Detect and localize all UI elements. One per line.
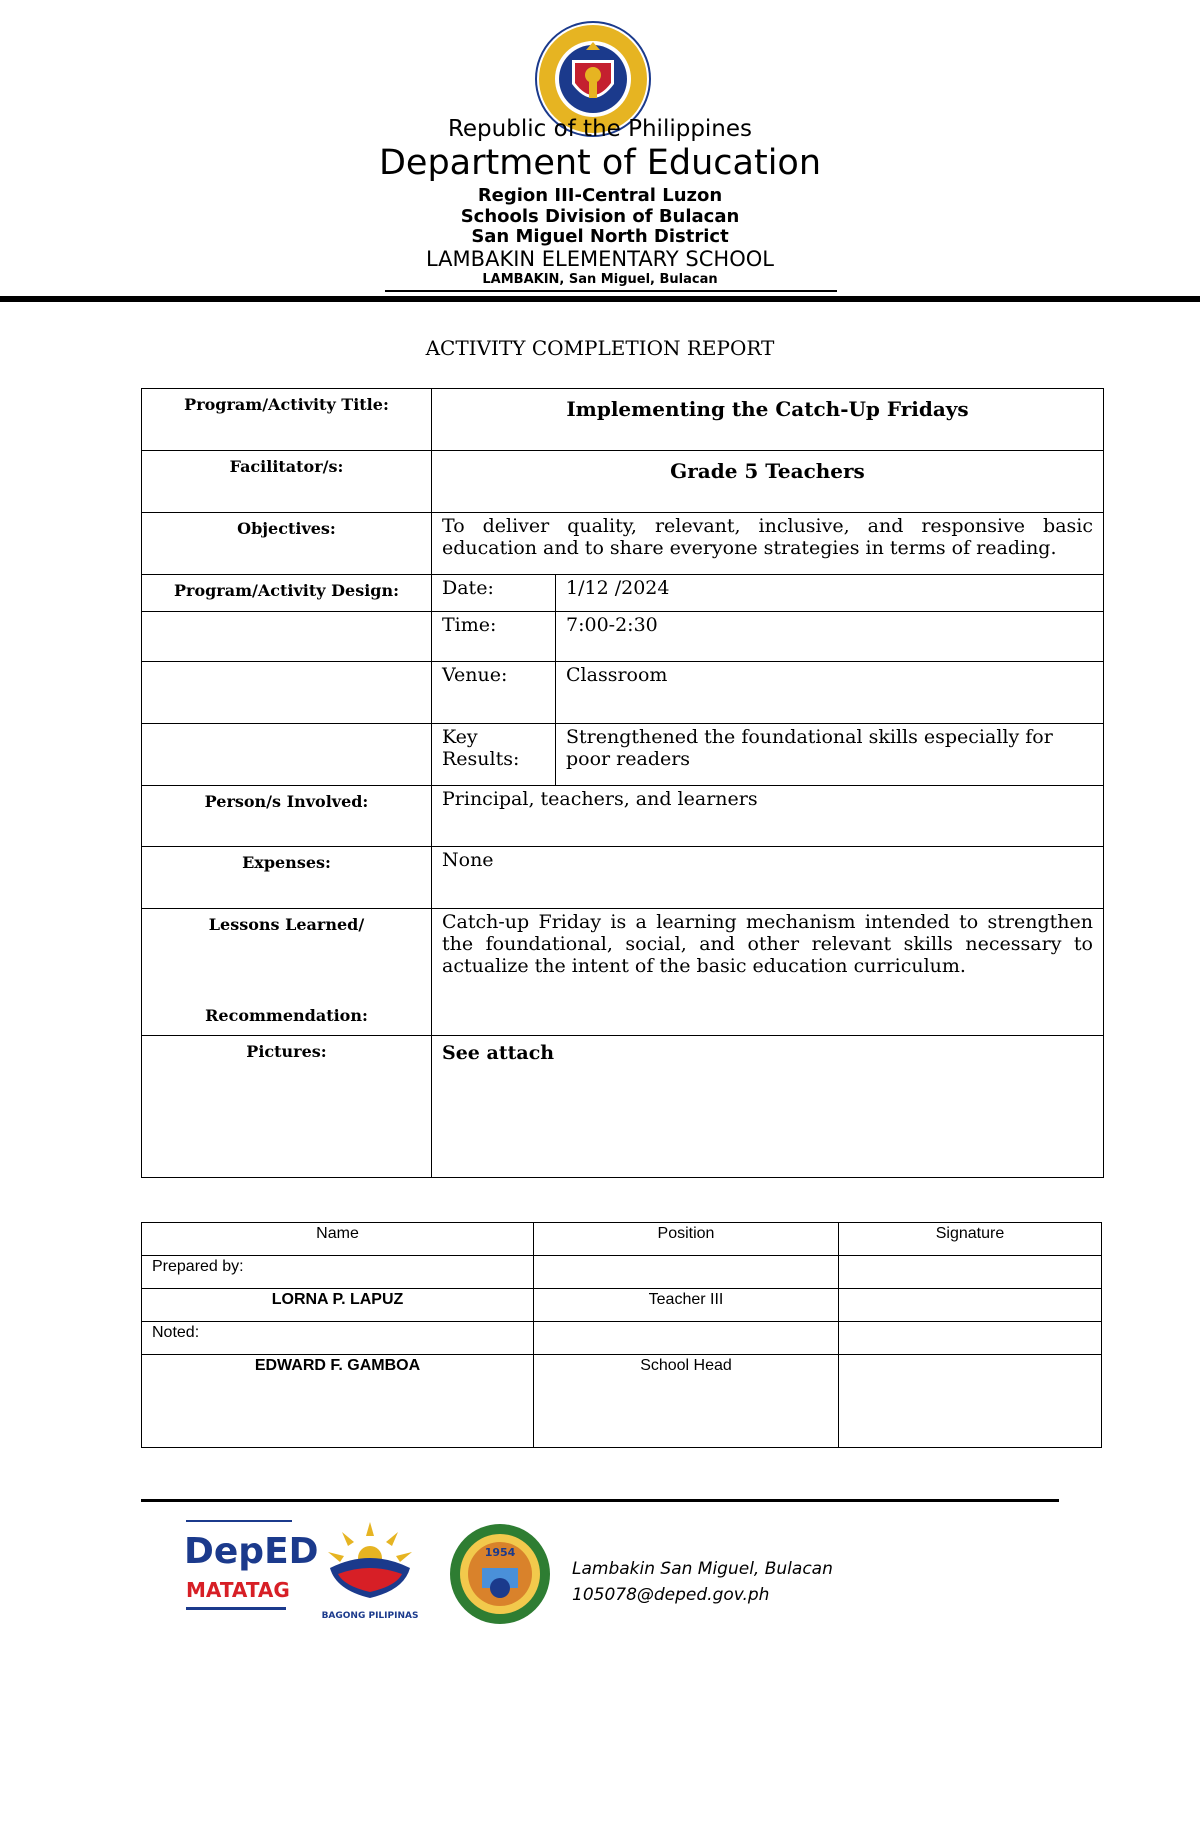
persons-value: Principal, teachers, and learners bbox=[432, 786, 1104, 847]
col-header-name: Name bbox=[142, 1223, 534, 1256]
noted-name: EDWARD F. GAMBOA bbox=[142, 1355, 534, 1448]
time-value: 7:00-2:30 bbox=[556, 612, 1104, 662]
noted-label: Noted: bbox=[142, 1322, 534, 1355]
prepared-signature-cell bbox=[839, 1289, 1102, 1322]
division-line: Schools Division of Bulacan bbox=[460, 206, 740, 227]
footer-email[interactable]: 105078@deped.gov.ph bbox=[572, 1585, 770, 1605]
table-row bbox=[142, 1036, 1104, 1178]
footer-contact bbox=[572, 1556, 833, 1608]
matatag-wordmark: MATATAG bbox=[186, 1578, 290, 1602]
empty-cell bbox=[534, 1256, 839, 1289]
table-row bbox=[142, 513, 1104, 575]
empty-cell bbox=[534, 1322, 839, 1355]
report-title: ACTIVITY COMPLETION REPORT bbox=[425, 336, 775, 360]
lessons-label: Lessons Learned/ bbox=[208, 915, 365, 934]
table-row bbox=[142, 786, 1104, 847]
school-seal-logo bbox=[448, 1522, 552, 1626]
objectives-value: To deliver quality, relevant, inclusive, and responsive basic education and to share everyone strategies in terms of reading. bbox=[432, 513, 1104, 575]
header-divider-thick bbox=[0, 296, 1200, 302]
noted-position: School Head bbox=[534, 1355, 839, 1448]
objectives-label: Objectives: bbox=[142, 513, 432, 575]
facilitator-value: Grade 5 Teachers bbox=[432, 451, 1104, 513]
region-line: Region III-Central Luzon bbox=[477, 185, 723, 206]
table-row bbox=[142, 724, 1104, 786]
district-line: San Miguel North District bbox=[471, 226, 729, 247]
school-name: LAMBAKIN ELEMENTARY SCHOOL bbox=[426, 247, 774, 271]
table-row bbox=[142, 389, 1104, 451]
activity-report-table bbox=[141, 388, 1104, 1178]
department-title: Department of Education bbox=[378, 143, 822, 183]
col-header-signature: Signature bbox=[839, 1223, 1102, 1256]
key-results-label: Key Results: bbox=[432, 724, 556, 786]
expenses-label: Expenses: bbox=[142, 847, 432, 909]
table-row bbox=[142, 662, 1104, 724]
pictures-value: See attach bbox=[432, 1036, 1104, 1178]
lessons-label-cell bbox=[142, 909, 432, 1036]
table-row bbox=[142, 612, 1104, 662]
deped-wordmark: DepED bbox=[184, 1531, 319, 1572]
table-row bbox=[142, 1355, 1102, 1448]
table-row bbox=[142, 451, 1104, 513]
design-empty-cell bbox=[142, 612, 432, 662]
empty-cell bbox=[839, 1256, 1102, 1289]
school-seal-year: 1954 bbox=[484, 1546, 516, 1559]
table-row bbox=[142, 1289, 1102, 1322]
prepared-position: Teacher III bbox=[534, 1289, 839, 1322]
signature-table bbox=[141, 1222, 1102, 1448]
venue-value: Classroom bbox=[556, 662, 1104, 724]
title-value: Implementing the Catch-Up Fridays bbox=[432, 389, 1104, 451]
footer-divider bbox=[141, 1499, 1059, 1502]
design-empty-cell bbox=[142, 662, 432, 724]
venue-label: Venue: bbox=[432, 662, 556, 724]
design-empty-cell bbox=[142, 724, 432, 786]
date-value: 1/12 /2024 bbox=[556, 575, 1104, 612]
facilitator-label: Facilitator/s: bbox=[142, 451, 432, 513]
republic-line: Republic of the Philippines bbox=[447, 116, 753, 142]
school-address: LAMBAKIN, San Miguel, Bulacan bbox=[482, 272, 718, 287]
prepared-by-label: Prepared by: bbox=[142, 1256, 534, 1289]
table-row bbox=[142, 1322, 1102, 1355]
table-row bbox=[142, 909, 1104, 1036]
table-row bbox=[142, 1256, 1102, 1289]
design-label: Program/Activity Design: bbox=[142, 575, 432, 612]
time-label: Time: bbox=[432, 612, 556, 662]
prepared-name: LORNA P. LAPUZ bbox=[142, 1289, 534, 1322]
table-row bbox=[142, 575, 1104, 612]
footer-address-line: Lambakin San Miguel, Bulacan bbox=[572, 1559, 833, 1579]
table-row bbox=[142, 1223, 1102, 1256]
bagong-pilipinas-wordmark: BAGONG PILIPINAS bbox=[321, 1611, 419, 1621]
expenses-value: None bbox=[432, 847, 1104, 909]
deped-matatag-logo bbox=[182, 1517, 319, 1623]
col-header-position: Position bbox=[534, 1223, 839, 1256]
lessons-value: Catch-up Friday is a learning mechanism intended to strengthen the foundational, social, and other relevant skills necessary to actualize the intent of the basic education curriculum. bbox=[432, 909, 1104, 1036]
persons-label: Person/s Involved: bbox=[142, 786, 432, 847]
noted-signature-cell bbox=[839, 1355, 1102, 1448]
date-label: Date: bbox=[432, 575, 556, 612]
header-divider-thin bbox=[385, 290, 837, 292]
recommendation-label: Recommendation: bbox=[205, 1006, 368, 1025]
title-label: Program/Activity Title: bbox=[142, 389, 432, 451]
bagong-pilipinas-logo bbox=[320, 1518, 420, 1623]
key-results-value: Strengthened the foundational skills especially for poor readers bbox=[556, 724, 1104, 786]
pictures-label: Pictures: bbox=[142, 1036, 432, 1178]
empty-cell bbox=[839, 1322, 1102, 1355]
table-row bbox=[142, 847, 1104, 909]
